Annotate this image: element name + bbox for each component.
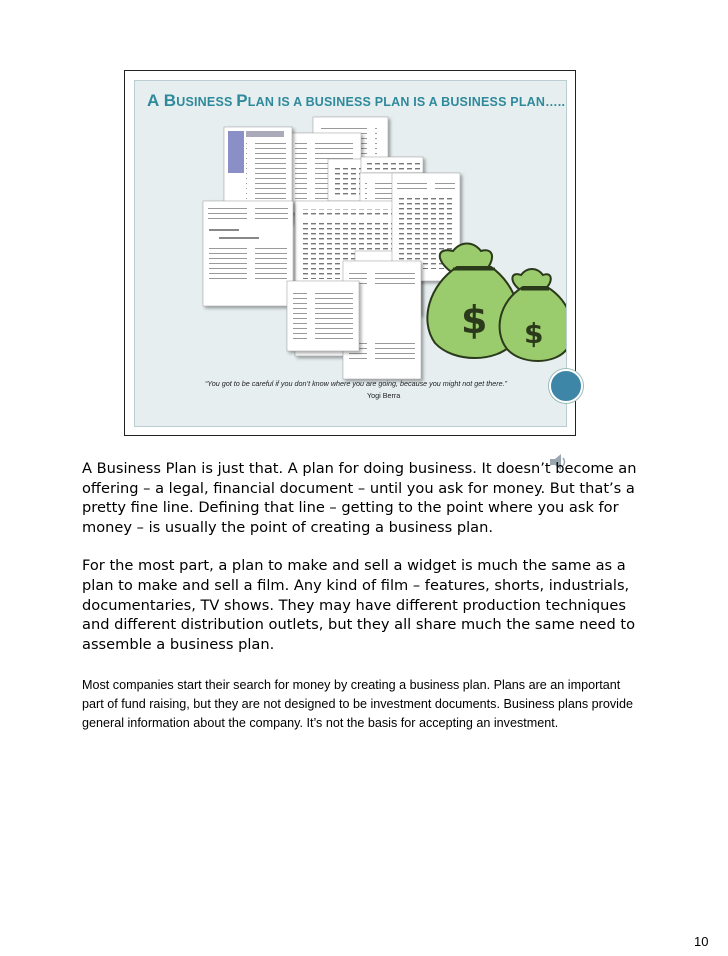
slide-title-cap1: A B bbox=[147, 91, 177, 110]
money-bag-icon bbox=[500, 269, 566, 361]
slide-quote-author: Yogi Berra bbox=[367, 391, 401, 400]
document-page bbox=[287, 281, 359, 351]
page-number: 10 bbox=[694, 934, 709, 949]
slide-content bbox=[134, 80, 567, 427]
document-page bbox=[203, 201, 293, 306]
slide-title-rest1: USINESS bbox=[176, 95, 237, 109]
svg-text:$: $ bbox=[461, 298, 488, 342]
notes-paragraph-2: For the most part, a plan to make and sell a widget is much the same as a plan to make and sell a film. Any kind of film – features, shorts, industrials, documentaries, TV shows. They may have different production techniques and different distribution outlets, but they all share much the same need to assemble a business plan. bbox=[82, 557, 636, 653]
slide-decoration-circle bbox=[549, 369, 583, 403]
document-stack-illustration bbox=[135, 81, 566, 426]
slide-title-cap2: P bbox=[236, 91, 248, 110]
slide-thumbnail bbox=[124, 70, 576, 436]
svg-text:$: $ bbox=[524, 317, 544, 350]
notes-paragraph-1: A Business Plan is just that. A plan for doing business. It doesn’t become an offering – a legal, financial document – until you ask for money. But that’s a pretty fine line. Defining that line – getting to the point where you ask for money – is usually the point of creating a business plan. bbox=[82, 460, 637, 536]
slide-quote: “You got to be careful if you don’t know where you are going, because you might not get there.” bbox=[205, 379, 508, 388]
notes-body bbox=[82, 459, 642, 654]
notes-paragraph-3: Most companies start their search for money by creating a business plan. Plans are an important part of fund raising, but they are not designed to be investment documents. Business plans provide general information about the company. It’s not the basis for accepting an investment. bbox=[82, 678, 633, 730]
slide-title-rest2: LAN IS A BUSINESS PLAN IS A BUSINESS PLAN….. bbox=[247, 95, 566, 109]
